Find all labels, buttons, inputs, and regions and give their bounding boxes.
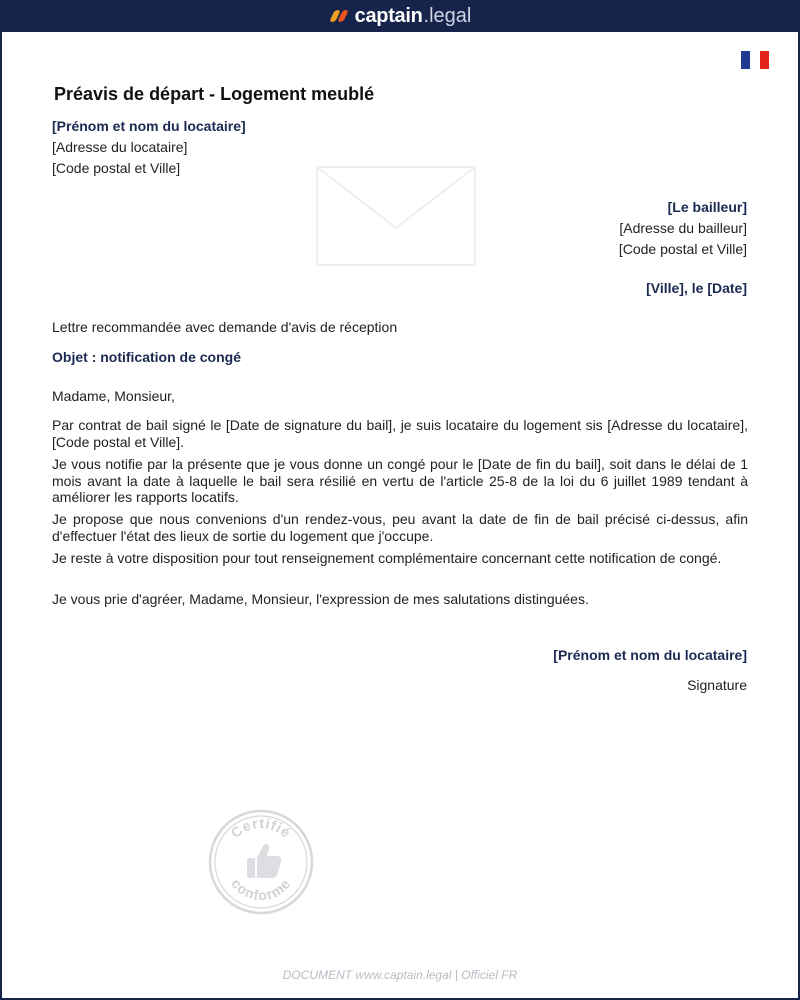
svg-text:conforme	[228, 875, 294, 903]
captain-logo-icon	[329, 9, 349, 23]
envelope-watermark-icon	[316, 166, 476, 266]
france-flag-icon	[741, 51, 769, 69]
stamp-top-text: Certifié	[227, 814, 295, 842]
place-date: [Ville], le [Date]	[646, 280, 747, 296]
brand-name: captain	[354, 5, 423, 27]
top-bar	[0, 0, 800, 32]
tenant-city: [Code postal et Ville]	[52, 160, 181, 176]
certified-stamp-icon	[207, 808, 315, 916]
paragraph-4: Je reste à votre disposition pour tout renseignement complémentaire concernant cette notification de congé.	[52, 550, 722, 566]
brand-logo[interactable]	[329, 6, 472, 26]
salutation: Madame, Monsieur,	[52, 388, 175, 404]
footer-note: DOCUMENT www.captain.legal | Officiel FR	[282, 968, 518, 982]
stamp-bottom-text: conforme	[228, 875, 294, 904]
paragraph-1: Par contrat de bail signé le [Date de signature du bail], je suis locataire du logement sis [Adresse du locataire], [Code postal et Ville].	[52, 417, 748, 450]
signature-label: Signature	[687, 677, 747, 693]
signature-name: [Prénom et nom du locataire]	[553, 647, 747, 663]
paragraph-3: Je propose que nous convenions d'un rendez-vous, peu avant la date de fin de bail précisé ci-dessus, afin d'effectuer l'état des lieux de sortie du logement que j'occupe.	[52, 511, 748, 544]
paragraph-2: Je vous notifie par la présente que je vous donne un congé pour le [Date de fin du bail], soit dans le délai de 1 mois avant la date à laquelle le bail sera résilié en vertu de l'article 25-8 de la loi du 6 juillet 1989 tendant à améliorer les rapports locatifs.	[52, 456, 748, 505]
subject-line: Objet : notification de congé	[52, 349, 241, 365]
tenant-address: [Adresse du locataire]	[52, 139, 188, 155]
landlord-address: [Adresse du bailleur]	[619, 220, 747, 236]
landlord-name: [Le bailleur]	[667, 199, 747, 215]
landlord-city: [Code postal et Ville]	[618, 241, 747, 257]
tenant-name: [Prénom et nom du locataire]	[52, 118, 246, 134]
mailing-mode: Lettre recommandée avec demande d'avis de réception	[52, 319, 398, 335]
document-title: Préavis de départ - Logement meublé	[54, 84, 375, 104]
svg-text:Certifié	[228, 815, 295, 841]
paragraph-5: Je vous prie d'agréer, Madame, Monsieur, l'expression de mes salutations distinguées.	[52, 591, 589, 607]
brand-tld: .legal	[423, 5, 472, 27]
